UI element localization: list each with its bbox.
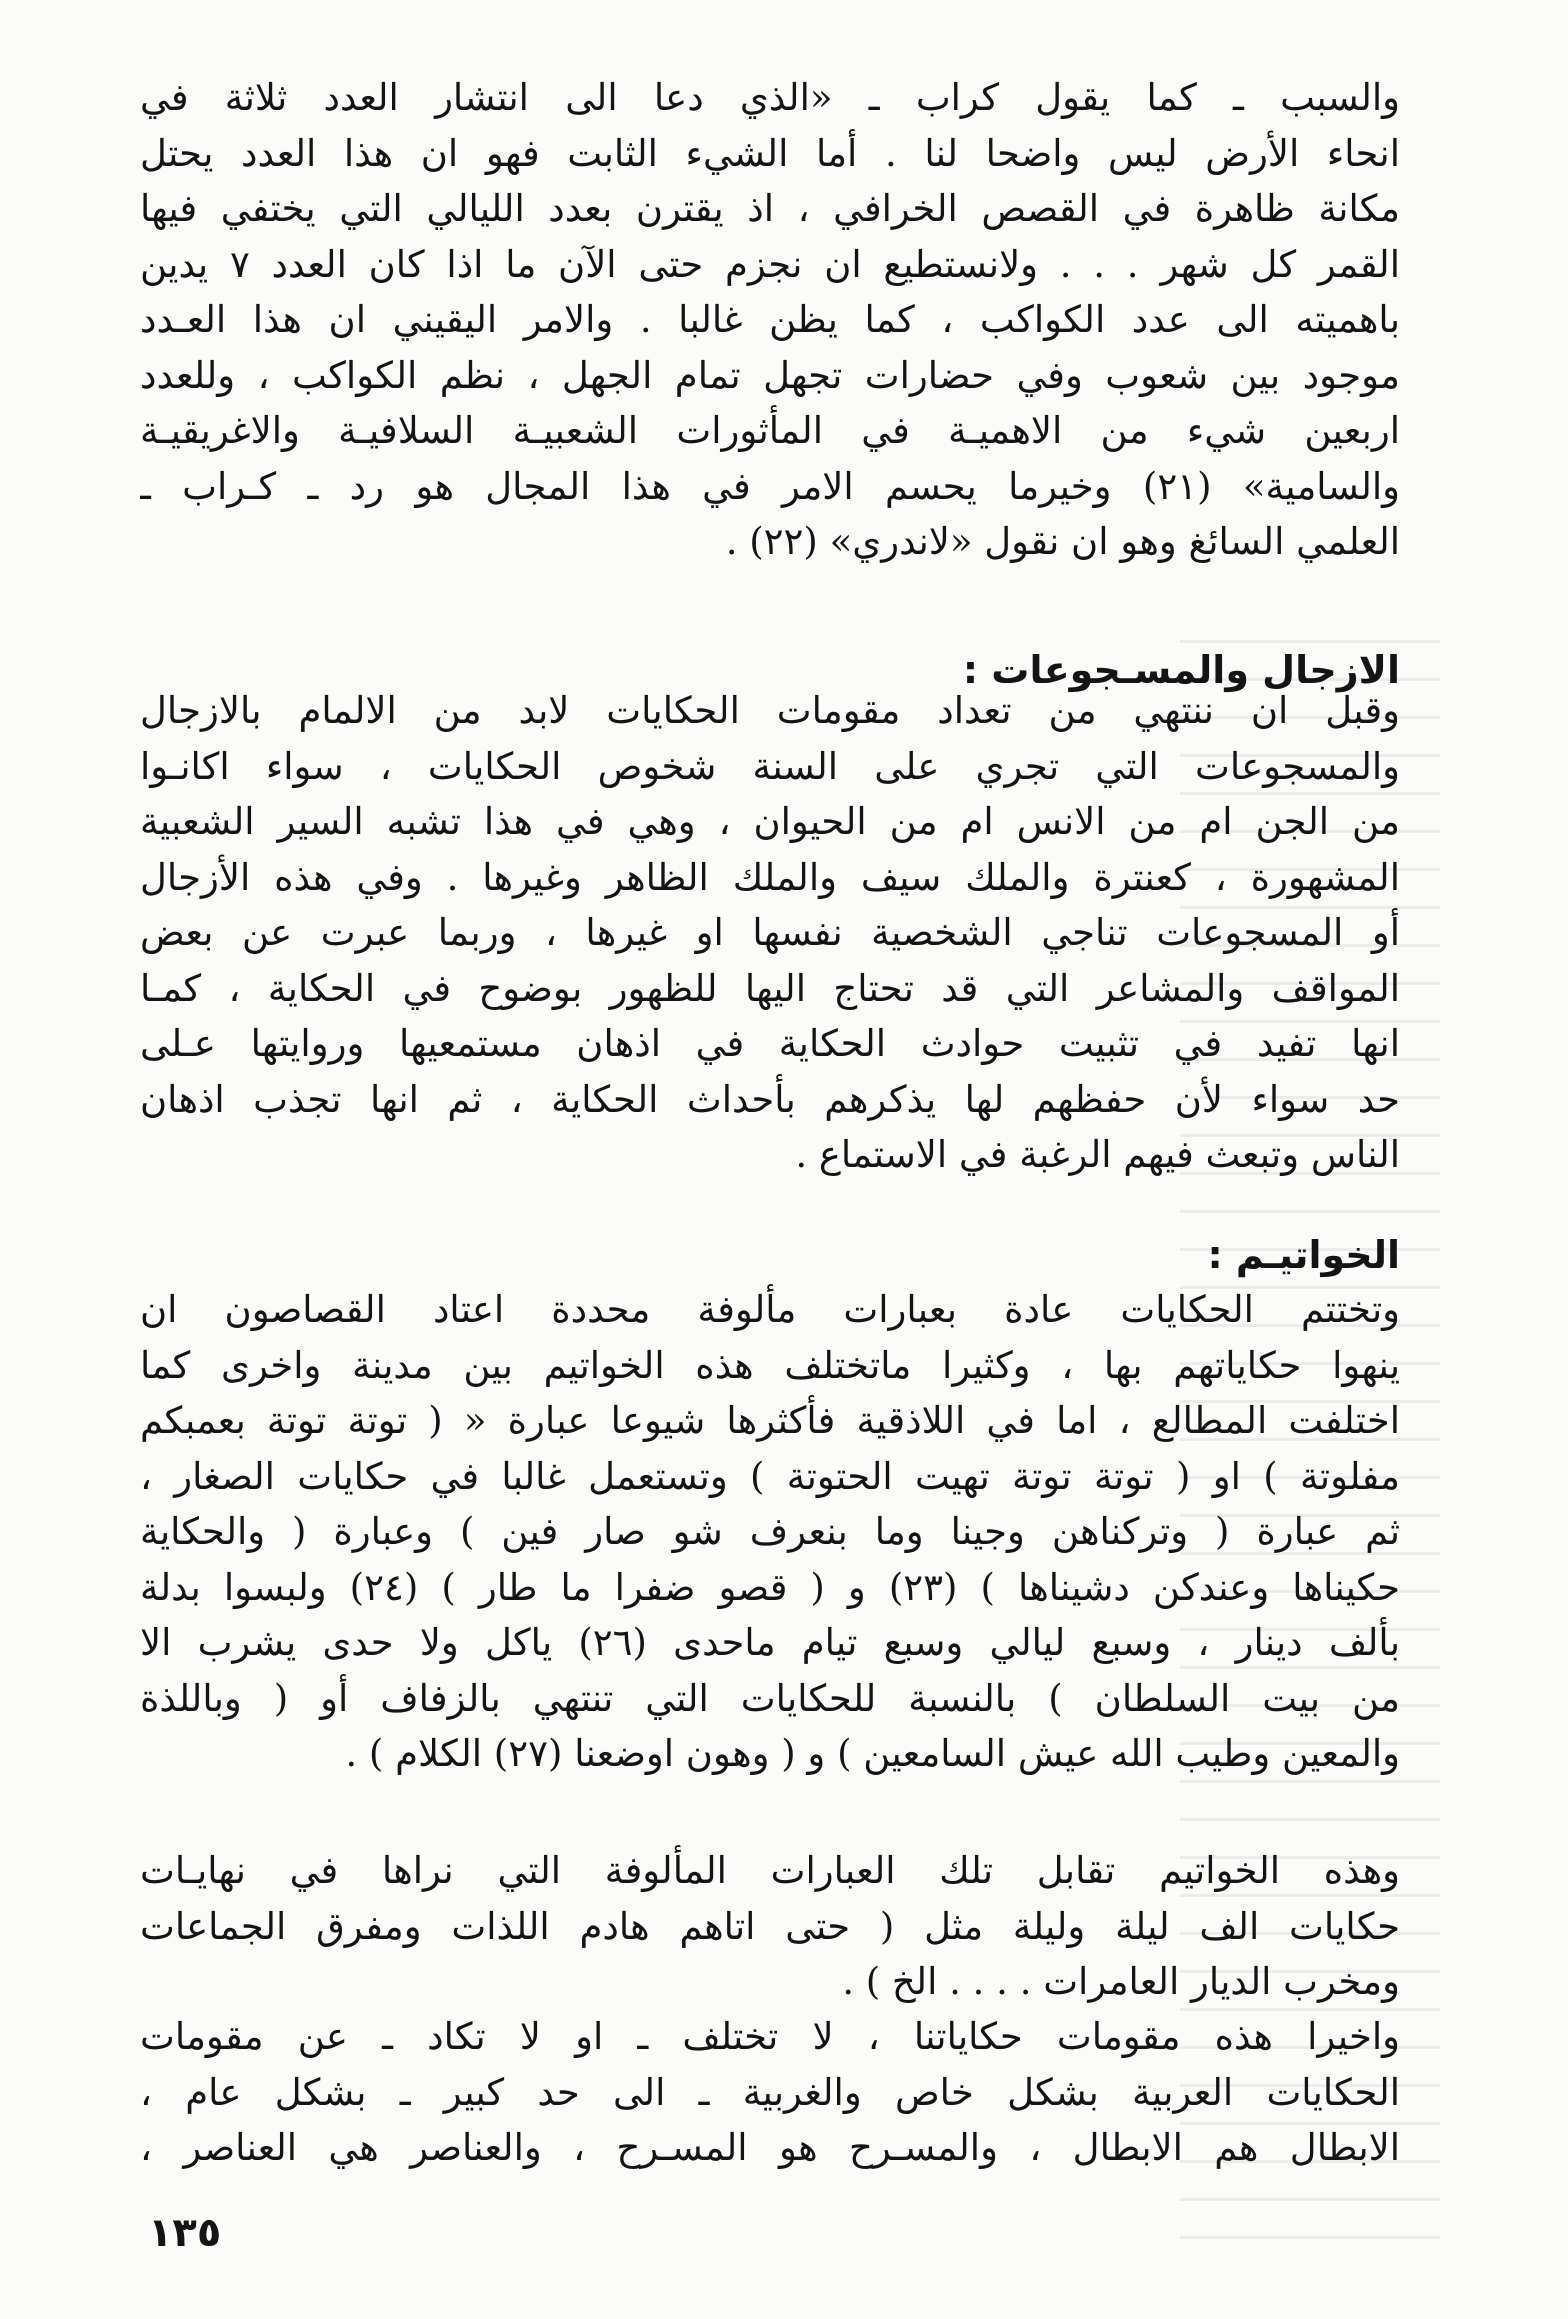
text-line: موجود بين شعوب وفي حضارات تجهل تمام الجهل ، نظم الكواكب ، وللعدد (140, 353, 1400, 397)
text-line: انحاء الأرض ليس واضحا لنا . أما الشيء الثابت فهو ان هذا العدد يحتل (140, 131, 1400, 175)
text-line: اربعين شيء من الاهميـة في المأثورات الشعبيـة السلافيـة والاغريقيـة (140, 409, 1400, 452)
text-line: العلمي السائغ وهو ان نقول «لاندري» (٢٢) . (725, 520, 1400, 563)
section-heading-khawatim: الخواتيـم : (1207, 1233, 1400, 1277)
text-line: والسبب ـ كما يقول كراب ـ «الذي دعا الى انتشار العدد ثلاثة في (140, 76, 1400, 119)
text-line: القمر كل شهر . . . ولانستطيع ان نجزم حتى الآن ما اذا كان العدد ٧ يدين (140, 242, 1400, 286)
text-line: انها تفيد في تثبيت حوادث الحكاية في اذهان مستمعيها وروايتها عـلى (140, 1022, 1400, 1065)
text-line: ومخرب الديار العامرات . . . . الخ ) . (842, 1960, 1400, 2003)
text-line: أو المسجوعات تناجي الشخصية نفسها او غيرها ، وربما عبرت عن بعض (140, 911, 1400, 954)
text-line: بألف دينار ، وسبع ليالي وسبع تيام ماحدى (٢٦) ياكل ولا حدى يشرب الا (140, 1621, 1400, 1664)
section-heading-azjal: الازجال والمسـجوعات : (962, 648, 1400, 692)
text-line: مفلوتة ) او ( توتة توتة تهيت الحتوتة ) وتستعمل غالبا في حكايات الصغار ، (140, 1454, 1400, 1498)
text-line: واخيرا هذه مقومات حكاياتنا ، لا تختلف ـ او لا تكاد ـ عن مقومات (140, 2015, 1400, 2058)
text-line: من بيت السلطان ) بالنسبة للحكايات التي تنتهي بالزفاف أو ( وباللذة (140, 1676, 1400, 1720)
text-line: الابطال هم الابطال ، والمسـرح هو المسـرح ، والعناصر هي العناصر ، (140, 2126, 1400, 2169)
text-line: وقبل ان ننتهي من تعداد مقومات الحكايات لابد من الالمام بالازجال (140, 689, 1400, 732)
text-line: المشهورة ، كعنترة والملك سيف والملك الظاهر وغيرها . وفي هذه الأزجال (140, 855, 1400, 899)
text-line: والمعين وطيب الله عيش السامعين ) و ( وهون اوضعنا (٢٧) الكلام ) . (345, 1732, 1400, 1775)
text-line: مكانة ظاهرة في القصص الخرافي ، اذ يقترن بعدد الليالي التي يختفي فيها (140, 187, 1400, 230)
text-line: والسامية» (٢١) وخيرما يحسم الامر في هذا المجال هو رد ـ كـراب ـ (140, 464, 1400, 508)
page-number: ١٣٥ (148, 2210, 222, 2256)
paragraph-2 (140, 683, 1400, 1183)
text-line: اختلفت المطالع ، اما في اللاذقية فأكثرها شيوعا عبارة « ( توتة توتة بعمبكم (140, 1399, 1400, 1442)
text-line: ثم عبارة ( وتركناهن وجينا وما بنعرف شو صار فين ) وعبارة ( والحكاية (140, 1510, 1400, 1553)
paragraph-4 (140, 1843, 1400, 2010)
text-line: حكيناها وعندكن دشيناها ) (٢٣) و ( قصو ضفرا ما طار ) (٢٤) ولبسوا بدلة (140, 1565, 1400, 1609)
text-line: حد سواء لأن حفظهم لها يذكرهم بأحداث الحكاية ، ثم انها تجذب اذهان (140, 1077, 1400, 1121)
text-line: ينهوا حكاياتهم بها ، وكثيرا ماتختلف هذه الخواتيم بين مدينة واخرى كما (140, 1343, 1400, 1387)
paragraph-5 (140, 2009, 1400, 2176)
text-line: من الجن ام من الانس ام من الحيوان ، وهي في هذا تشبه السير الشعبية (140, 800, 1400, 843)
text-line: المواقف والمشاعر التي قد تحتاج اليها للظهور بوضوح في الحكاية ، كمـا (140, 966, 1400, 1010)
text-line: وتختتم الحكايات عادة بعبارات مألوفة محددة اعتاد القصاصون ان (140, 1288, 1400, 1331)
paragraph-1 (140, 70, 1400, 570)
text-line: الحكايات العربية بشكل خاص والغربية ـ الى حد كبير ـ بشكل عام ، (140, 2070, 1400, 2114)
text-line: والمسجوعات التي تجري على السنة شخوص الحكايات ، سواء اكانـوا (140, 744, 1400, 788)
text-line: وهذه الخواتيم تقابل تلك العبارات المألوفة التي نراها في نهايـات (140, 1849, 1400, 1892)
text-line: حكايات الف ليلة وليلة مثل ( حتى اتاهم هادم اللذات ومفرق الجماعات (140, 1904, 1400, 1948)
text-line: باهميته الى عدد الكواكب ، كما يظن غالبا . والامر اليقيني ان هذا العـدد (140, 298, 1400, 341)
text-line: الناس وتبعث فيهم الرغبة في الاستماع . (795, 1133, 1400, 1176)
paragraph-3 (140, 1282, 1400, 1782)
